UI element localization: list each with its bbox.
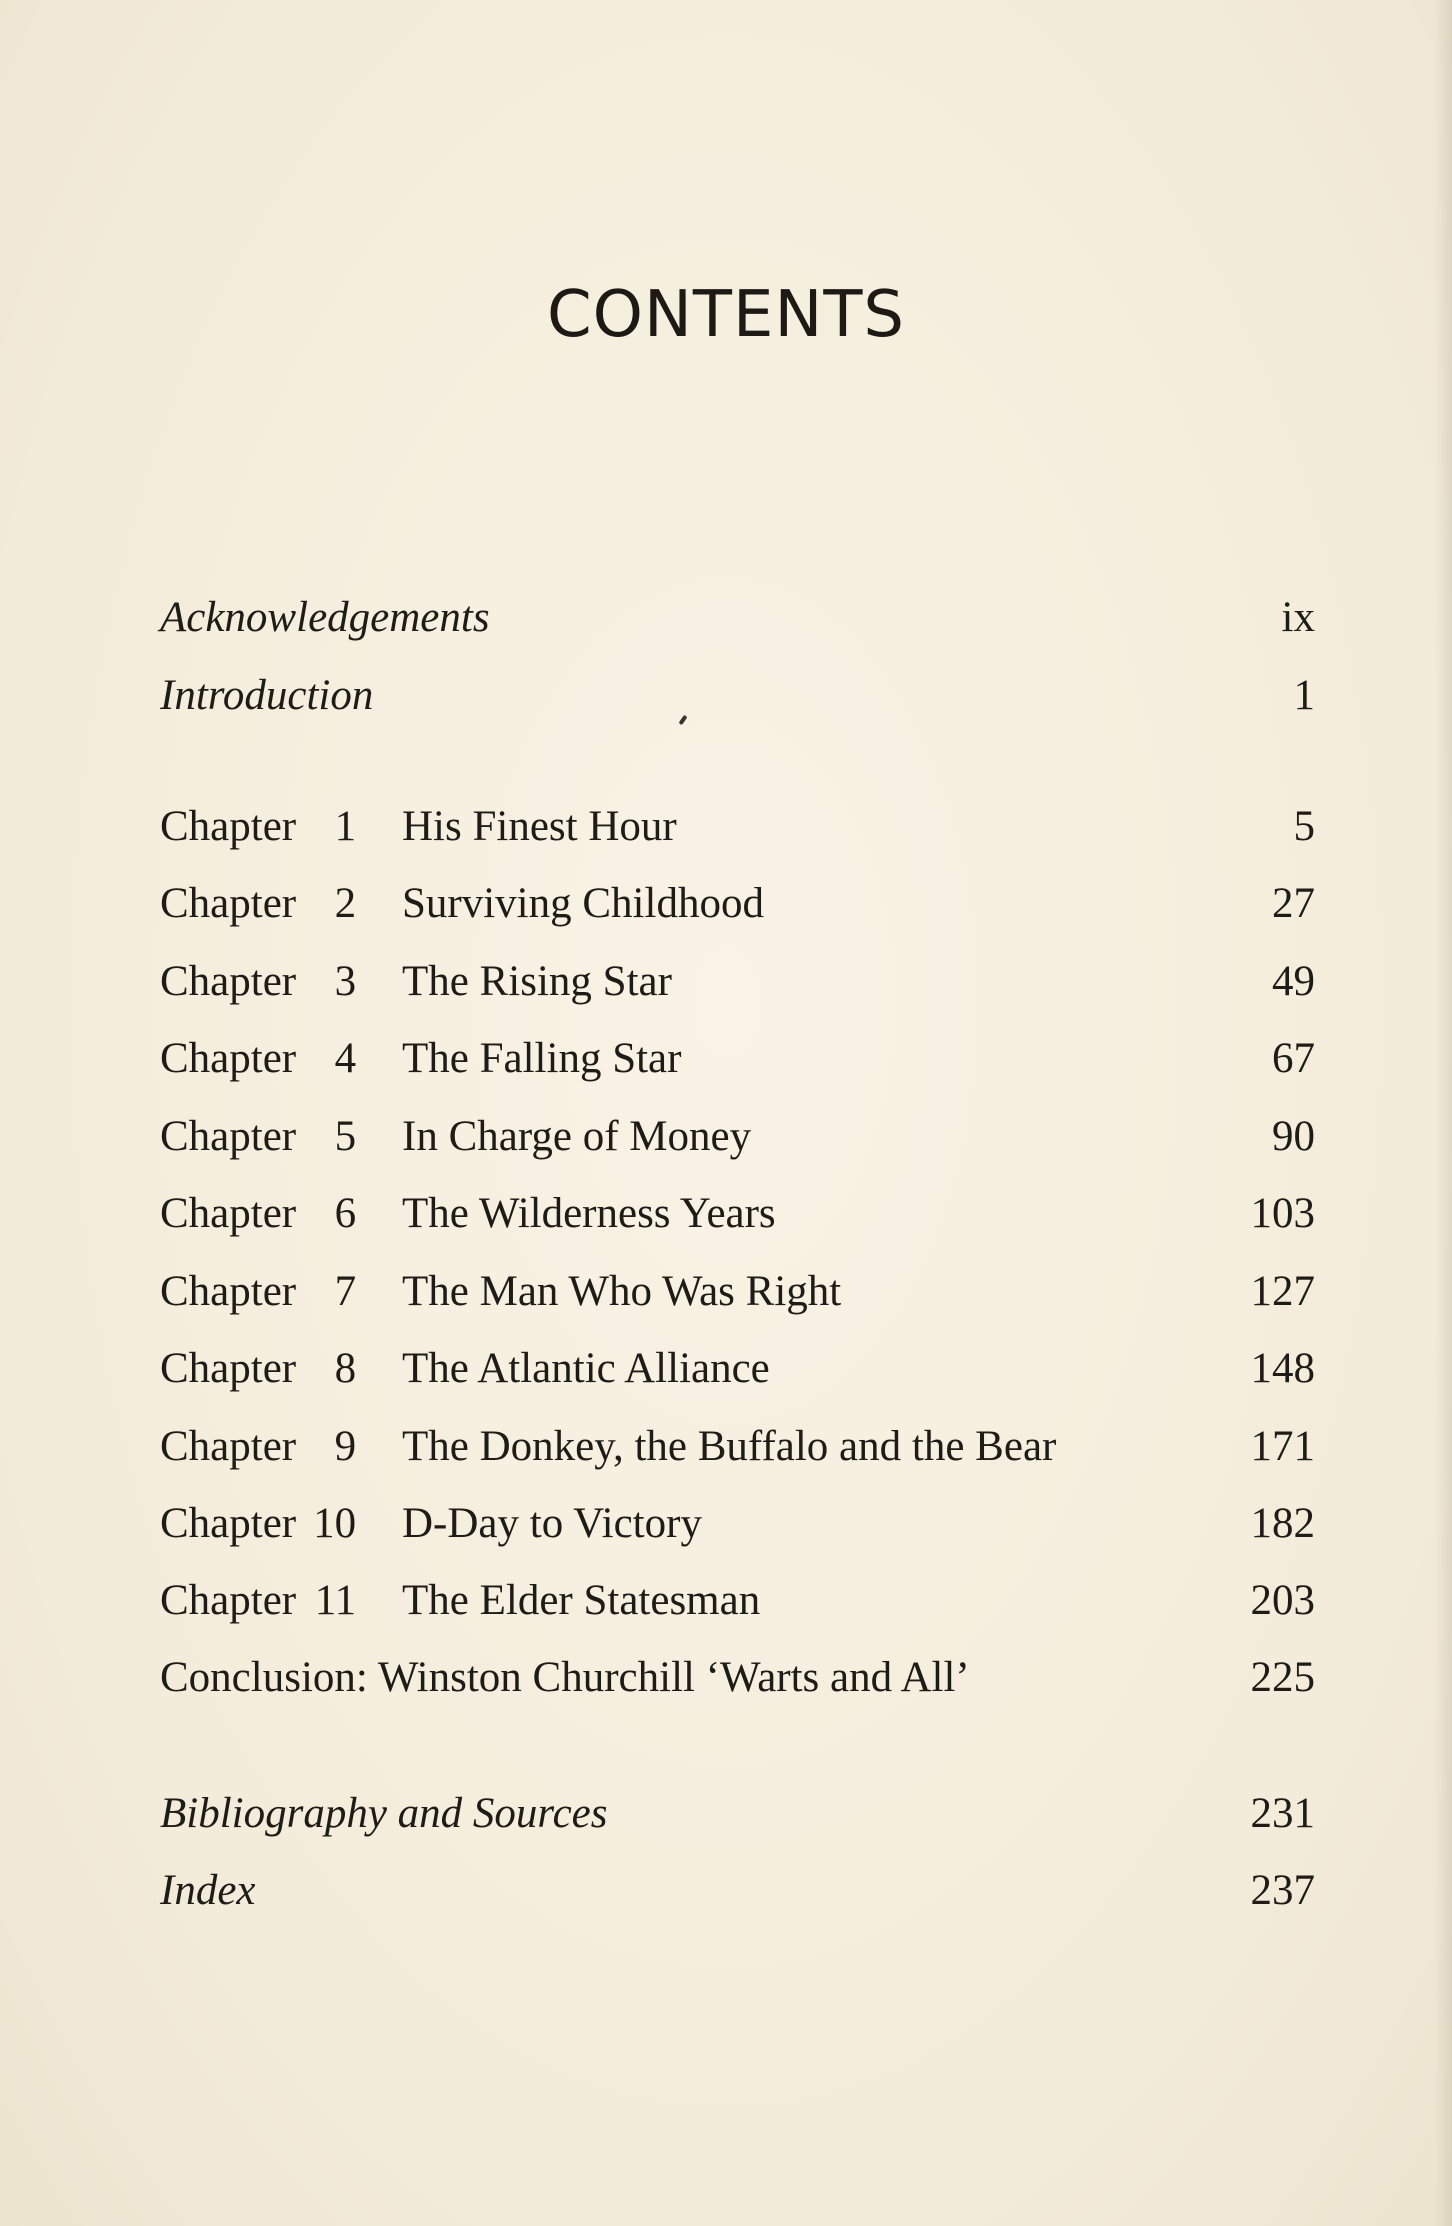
toc-entry-page: 203	[1250, 1577, 1315, 1624]
toc-entry-page: 1	[1293, 672, 1315, 719]
toc-entry-chapter-4[interactable]	[160, 1029, 1315, 1089]
toc-entry-page: 90	[1272, 1113, 1315, 1160]
chapter-number: 6	[334, 1190, 357, 1237]
toc-entry-title: Conclusion: Winston Churchill ‘Warts and All’	[160, 1654, 970, 1701]
toc-entry-page: 67	[1272, 1035, 1315, 1082]
toc-entry-page: 27	[1272, 880, 1315, 927]
chapter-number: 1	[334, 803, 357, 850]
chapter-label: Chapter	[160, 1423, 297, 1470]
chapter-number: 4	[334, 1035, 357, 1082]
toc-entry-page: 237	[1250, 1867, 1315, 1914]
chapter-label: Chapter	[160, 1113, 297, 1160]
toc-entry-chapter-5[interactable]	[160, 1107, 1315, 1167]
toc-entry-page: 5	[1293, 803, 1315, 850]
toc-entry-page: 49	[1272, 958, 1315, 1005]
toc-entry-page: 148	[1250, 1345, 1315, 1392]
page-edge-shadow	[1434, 0, 1452, 2226]
toc-entry-title: The Man Who Was Right	[402, 1268, 842, 1315]
toc-entry-title: Index	[160, 1867, 256, 1914]
chapter-label: Chapter	[160, 1190, 297, 1237]
toc-entry-title: The Rising Star	[402, 958, 672, 1005]
chapter-label: Chapter	[160, 880, 297, 927]
toc-entry-acknowledgements[interactable]	[160, 588, 1315, 648]
chapter-number: 5	[334, 1113, 357, 1160]
toc-entry-title: Introduction	[160, 672, 374, 719]
toc-entry-chapter-8[interactable]	[160, 1339, 1315, 1399]
toc-entry-title: The Atlantic Alliance	[402, 1345, 770, 1392]
toc-entry-chapter-11[interactable]	[160, 1571, 1315, 1631]
chapter-number: 2	[334, 880, 357, 927]
toc-entry-page: ix	[1281, 594, 1315, 641]
toc-entry-chapter-2[interactable]	[160, 874, 1315, 934]
chapter-number: 7	[334, 1268, 357, 1315]
toc-entry-title: The Falling Star	[402, 1035, 682, 1082]
toc-entry-chapter-1[interactable]	[160, 797, 1315, 857]
toc-entry-chapter-7[interactable]	[160, 1262, 1315, 1322]
chapter-number: 9	[334, 1423, 357, 1470]
chapter-number: 3	[334, 958, 357, 1005]
toc-entry-page: 103	[1250, 1190, 1315, 1237]
chapter-label: Chapter	[160, 958, 297, 1005]
chapter-label: Chapter	[160, 1268, 297, 1315]
chapter-label: Chapter	[160, 1500, 297, 1547]
toc-entry-title: In Charge of Money	[402, 1113, 752, 1160]
toc-entry-index[interactable]	[160, 1861, 1315, 1921]
toc-entry-title: D-Day to Victory	[402, 1500, 702, 1547]
toc-entry-chapter-3[interactable]	[160, 952, 1315, 1012]
toc-entry-page: 225	[1250, 1654, 1315, 1701]
chapter-label: Chapter	[160, 1035, 297, 1082]
toc-entry-title: Bibliography and Sources	[160, 1790, 608, 1837]
toc-entry-bibliography[interactable]	[160, 1784, 1315, 1844]
toc-entry-title: The Donkey, the Buffalo and the Bear	[402, 1423, 1057, 1470]
toc-entry-chapter-9[interactable]	[160, 1417, 1315, 1477]
toc-entry-title: Acknowledgements	[160, 594, 490, 641]
toc-entry-title: His Finest Hour	[402, 803, 677, 850]
toc-entry-conclusion[interactable]	[160, 1648, 1315, 1708]
toc-entry-title: Surviving Childhood	[402, 880, 764, 927]
toc-entry-chapter-6[interactable]	[160, 1184, 1315, 1244]
toc-entry-page: 182	[1250, 1500, 1315, 1547]
toc-entry-page: 231	[1250, 1790, 1315, 1837]
toc-entry-page: 171	[1250, 1423, 1315, 1470]
chapter-number: 8	[334, 1345, 357, 1392]
chapter-number: 11	[314, 1577, 357, 1624]
toc-entry-chapter-10[interactable]	[160, 1494, 1315, 1554]
chapter-label: Chapter	[160, 803, 297, 850]
chapter-label: Chapter	[160, 1577, 297, 1624]
toc-entry-introduction[interactable]	[160, 666, 1315, 726]
toc-entry-page: 127	[1250, 1268, 1315, 1315]
chapter-label: Chapter	[160, 1345, 297, 1392]
toc-entry-title: The Elder Statesman	[402, 1577, 761, 1624]
chapter-number: 10	[313, 1500, 357, 1547]
toc-entry-title: The Wilderness Years	[402, 1190, 776, 1237]
page-title: CONTENTS	[546, 278, 906, 352]
